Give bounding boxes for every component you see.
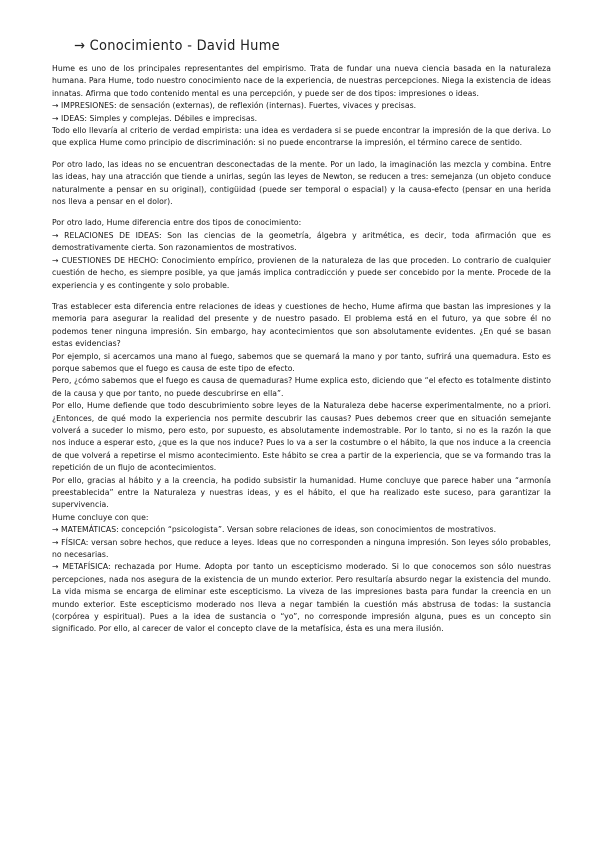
paragraph: Todo ello llevaría al criterio de verdad empirista: una idea es verdadera si se puede encontrar la impresión de la que deriva. Lo que explica Hume como principio de discriminación: si no puede encontrarse la impresión, el término carece de sentido.: [52, 126, 551, 148]
paragraph: Por ello, gracias al hábito y a la creencia, ha podido subsistir la humanidad. Hume concluye que parece haber una “armonía preestablecida” entre la Naturaleza y nuestras ideas, y es el hábito, el que ha realizado este suceso, para garantizar la supervivencia.: [52, 475, 551, 510]
paragraph: Por otro lado, Hume diferencia entre dos tipos de conocimiento:: [52, 218, 302, 228]
paragraph: Hume concluye con que:: [52, 512, 149, 522]
paragraph: → METAFÍSICA: rechazada por Hume. Adopta por tanto un escepticismo moderado. Si lo que conocemos son sólo nuestras percepciones, nada nos asegura de la existencia de un mundo exterior. Pero resultaría absurdo negar la existencia del mundo. La vida misma se encarga de eliminar este escepticismo. La viveza de las impresiones basta para fundar la creencia en un mundo exterior. Este escepticismo moderado nos lleva a negar también la cuestión más abstrusa de todas: la sustancia (corpórea y espiritual). Pues a la idea de sustancia o “yo”, no corresponde impresión alguna, pues es un concepto sin significado. Por ello, al carecer de valor el concepto clave de la metafísica, ésta es una mera ilusión.: [52, 562, 551, 634]
paragraph: Hume es uno de los principales representantes del empirismo. Trata de fundar una nueva ciencia basada en la naturaleza humana. Para Hume, todo nuestro conocimiento nace de la experiencia, de nuestras percepciones. Niega la existencia de ideas innatas. Afirma que todo contenido mental es una percepción, y puede ser de dos tipos: impresiones o ideas.: [52, 64, 551, 98]
paragraph: Pero, ¿cómo sabemos que el fuego es causa de quemaduras? Hume explica esto, diciendo que “el efecto es totalmente distinto de la causa y que por tanto, no puede descubrirse en ella”.: [52, 376, 551, 398]
document-title: → Conocimiento - David Hume: [74, 38, 280, 55]
paragraph: Por ello, Hume defiende que todo descubrimiento sobre leyes de la Naturaleza debe hacerse experimentalmente, no a priori. ¿Entonces, de qué modo la experiencia nos permite descubrir las causas? Pues debemos creer que en situación semejante volverá a suceder lo mismo, pero esto, por supuesto, es absolutamente indemostrable. Por lo tanto, si no es la razón la que nos induce a esperar esto, ¿que es la que nos induce? Pues lo va a ser la costumbre o el hábito, la que nos induce a la creencia de que volverá a repetirse el mismo acontecimiento. Este hábito se crea a partir de la experiencia, que se va formando tras la repetición de un flujo de acontecimientos.: [52, 401, 551, 473]
paragraph: Tras establecer esta diferencia entre relaciones de ideas y cuestiones de hecho, Hume afirma que bastan las impresiones y la memoria para asegurar la realidad del presente y de nuestro pasado. El problema está en el futuro, ya que sobre él no podemos tener ninguna impresión. Sin embargo, hay acontecimientos que son absolutamente evidentes. ¿En qué se basan estas evidencias?: [52, 301, 551, 349]
document-body: [52, 63, 551, 636]
paragraph: Por otro lado, las ideas no se encuentran desconectadas de la mente. Por un lado, la imaginación las mezcla y combina. Entre las ideas, hay una atracción que tiende a unirlas, según las leyes de Newton, se reducen a tres: semejanza (un objeto conduce naturalmente a pensar en su original), contigüidad (puede ser temporal o espacial) y la causa-efecto (pensar en una herida nos lleva a pensar en el dolor).: [52, 159, 551, 207]
paragraph: → IDEAS: Simples y complejas. Débiles e imprecisas.: [52, 113, 258, 123]
paragraph: → CUESTIONES DE HECHO: Conocimiento empírico, provienen de la naturaleza de las que proceden. Lo contrario de cualquier cuestión de hecho, es siempre posible, ya que jamás implica contradicción y puede ser concebido por la mente. Procede de la experiencia y es contingente y solo probable.: [52, 255, 551, 290]
paragraph: → IMPRESIONES: de sensación (externas), de reflexión (internas). Fuertes, vivaces y precisas.: [52, 101, 417, 111]
paragraph: Por ejemplo, si acercamos una mano al fuego, sabemos que se quemará la mano y por tanto, sufrirá una quemadura. Esto es porque sabemos que el fuego es causa de este tipo de efecto.: [52, 351, 551, 373]
paragraph: → FÍSICA: versan sobre hechos, que reduce a leyes. Ideas que no corresponden a ninguna impresión. Son leyes sólo probables, no necesarias.: [52, 537, 551, 560]
paragraph: → MATEMÁTICAS: concepción “psicologista”. Versan sobre relaciones de ideas, son conocimientos de mostrativos.: [52, 525, 497, 535]
paragraph: → RELACIONES DE IDEAS: Son las ciencias de la geometría, álgebra y aritmética, es decir, toda afirmación que es demostrativamente cierta. Son razonamientos de mostrativos.: [52, 230, 551, 253]
